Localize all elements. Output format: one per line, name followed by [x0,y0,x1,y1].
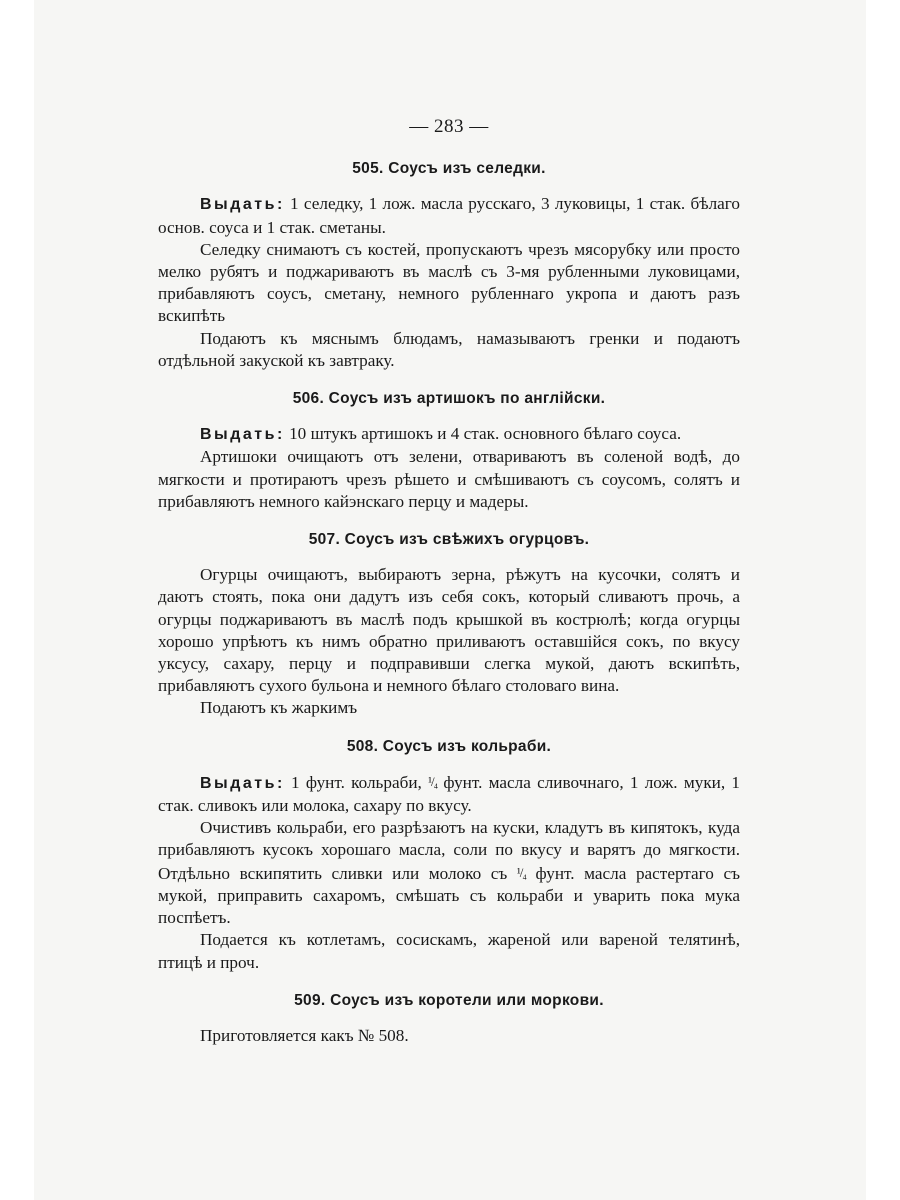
ingredients-text: 1 селедку, 1 лож. масла русскаго, 3 луковицы, 1 стак. бѣлаго основ. соуса и 1 стак. сметаны. [158,194,740,237]
ingredients-paragraph [158,771,740,817]
recipe-506 [158,388,740,513]
recipe-508 [158,736,740,974]
method-paragraph: Огурцы очищаютъ, выбираютъ зерна, рѣжутъ на кусочки, солятъ и даютъ стоять, пока они дадутъ изъ себя сокъ, который сливаютъ прочь, а огурцы поджариваютъ въ маслѣ подъ крышкой въ кострюлѣ; когда огурцы хорошо упрѣютъ къ нимъ обратно приливаютъ оставшійся сокъ, по вкусу уксусу, сахару, перцу и подправивши слегка мукой, даютъ вскипѣть, прибавляютъ сухого бульона и немного бѣлаго столоваго вина. [158,565,740,696]
recipe-heading: 508. Соусъ изъ кольраби. [346,737,552,755]
ingredients-text: 1 фунт. кольраби, [284,772,429,792]
book-page [158,116,740,1047]
method-paragraph: Приготовляется какъ № 508. [200,1025,409,1045]
ingredients-paragraph [158,423,740,446]
fraction: ¹/₄ [428,773,438,789]
recipe-heading: 505. Соусъ изъ селедки. [352,160,546,178]
serving-paragraph: Подаютъ къ жаркимъ [200,698,358,718]
recipe-507 [158,529,740,720]
page-number: — 283 — [409,116,489,137]
recipe-505 [158,158,740,372]
ingredients-text: 10 штукъ артишокъ и 4 стак. основного бѣлаго соуса. [284,424,682,444]
method-paragraph: Селедку снимаютъ съ костей, пропускаютъ чрезъ мясорубку или просто мелко рубятъ и поджариваютъ въ маслѣ съ 3-мя рубленными луковицами, прибавляютъ соусъ, сметану, немного рубленнаго укропа и даютъ разъ вскипѣть [158,239,740,326]
recipe-509 [158,990,740,1047]
serving-paragraph: Подаютъ къ мяснымъ блюдамъ, намазываютъ гренки и подаютъ отдѣльной закуской къ завтраку. [158,328,740,370]
method-text: фунт. масла растертаго съ мукой, приправить сахаромъ, смѣшать съ кольраби и уварить пока мука поспѣетъ. [158,863,740,928]
method-paragraph [158,817,740,929]
method-text: Очистивъ кольраби, его разрѣзаютъ на куски, кладутъ въ кипятокъ, куда прибавляютъ кусокъ хорошаго масла, соли по вкусу и варятъ до мягкости. Отдѣльно вскипятить сливки или молоко съ [158,818,740,883]
recipe-heading: 509. Соусъ изъ коротели или моркови. [294,991,604,1009]
lead-word: Выдать: [200,196,285,214]
fraction: ¹/₄ [516,864,526,880]
lead-word: Выдать: [200,426,285,444]
lead-word: Выдать: [200,774,285,792]
ingredients-text: фунт. масла сливочнаго, 1 лож. муки, 1 стак. сливокъ или молока, сахару по вкусу. [158,772,740,816]
method-paragraph: Артишоки очищаютъ отъ зелени, отвариваютъ въ соленой водѣ, до мягкости и протираютъ чрезъ рѣшето и смѣшиваютъ съ соусомъ, солятъ и прибавляютъ немного кайэнскаго перцу и мадеры. [158,447,740,511]
serving-paragraph: Подается къ котлетамъ, сосискамъ, жареной или вареной телятинѣ, птицѣ и проч. [158,930,740,972]
recipe-heading: 506. Соусъ изъ артишокъ по англійски. [292,390,606,408]
ingredients-paragraph [158,193,740,238]
recipe-heading: 507. Соусъ изъ свѣжихъ огурцовъ. [308,531,590,549]
